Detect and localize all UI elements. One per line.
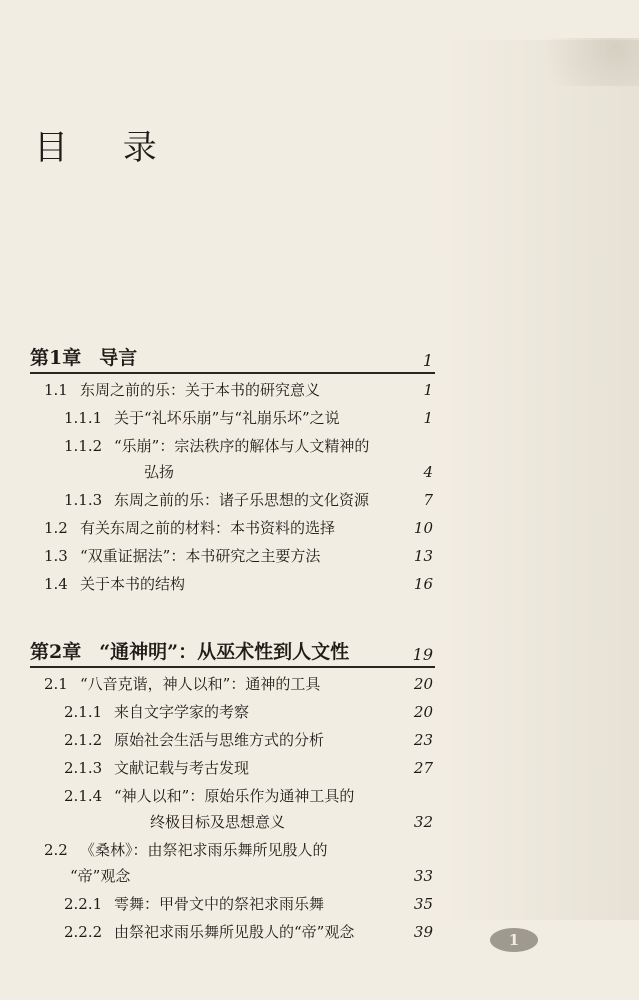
chapter-gap xyxy=(30,602,435,634)
entry-number: 2.1.4 xyxy=(64,787,103,805)
entry-page: 23 xyxy=(413,731,433,749)
entry-number: 2.2 xyxy=(44,841,68,859)
entry-number: 1.1.1 xyxy=(64,409,103,427)
entry-title: “神人以和”：原始乐作为通神工具的 xyxy=(114,787,355,805)
entry-title: “八音克谐，神人以和”：通神的工具 xyxy=(80,675,321,693)
entry-number: 2.1.3 xyxy=(64,759,103,777)
toc-entry xyxy=(30,894,435,922)
entry-page: 10 xyxy=(413,519,433,537)
entry-title-continued: “帝”观念 xyxy=(70,867,131,885)
chapter-title: 导言 xyxy=(99,347,138,369)
entry-page: 7 xyxy=(423,491,433,509)
chapter-number: 第1章 xyxy=(30,347,82,369)
entry-page: 20 xyxy=(413,703,433,721)
entry-page: 39 xyxy=(413,923,433,941)
chapter-number: 第2章 xyxy=(30,641,82,663)
entry-title: 东周之前的乐：诸子乐思想的文化资源 xyxy=(114,491,370,509)
chapter-title: “通神明”：从巫术性到人文性 xyxy=(99,641,350,663)
entry-page: 1 xyxy=(423,381,433,399)
page-number-badge: 1 xyxy=(490,928,538,952)
toc-entry xyxy=(30,574,435,602)
chapter-page: 1 xyxy=(422,351,433,370)
entry-title: 关于本书的结构 xyxy=(80,575,186,593)
entry-number: 2.1.1 xyxy=(64,703,103,721)
toc-entry xyxy=(30,436,435,490)
entry-page: 32 xyxy=(413,813,433,831)
toc-entry xyxy=(30,922,435,950)
table-of-contents xyxy=(30,340,435,950)
entry-page: 13 xyxy=(413,547,433,565)
toc-entry xyxy=(30,518,435,546)
entry-title-continued: 弘扬 xyxy=(144,463,175,481)
toc-entry xyxy=(30,408,435,436)
entry-title: 东周之前的乐：关于本书的研究意义 xyxy=(80,381,321,399)
toc-entry xyxy=(30,546,435,574)
entry-page: 4 xyxy=(423,463,433,481)
entry-page: 20 xyxy=(413,675,433,693)
page-title: 目 录 xyxy=(34,128,179,168)
chapter-heading xyxy=(30,634,435,668)
entry-title: 来自文字学家的考察 xyxy=(114,703,250,721)
entry-title: 文献记载与考古发现 xyxy=(114,759,250,777)
entry-number: 2.1 xyxy=(44,675,68,693)
entry-number: 1.4 xyxy=(44,575,68,593)
entry-number: 1.1.3 xyxy=(64,491,103,509)
entry-number: 1.1 xyxy=(44,381,68,399)
chapter-page: 19 xyxy=(412,645,433,664)
entry-number: 2.1.2 xyxy=(64,731,103,749)
bleed-through-shadow xyxy=(440,40,639,920)
toc-entry xyxy=(30,674,435,702)
entry-title-continued: 终极目标及思想意义 xyxy=(150,813,286,831)
entry-page: 33 xyxy=(413,867,433,885)
entry-number: 1.3 xyxy=(44,547,68,565)
chapter-label xyxy=(30,637,349,664)
chapter-label xyxy=(30,343,137,370)
entry-page: 16 xyxy=(413,575,433,593)
entry-page: 27 xyxy=(413,759,433,777)
chapter-heading xyxy=(30,340,435,374)
entry-number: 1.2 xyxy=(44,519,68,537)
toc-entry xyxy=(30,702,435,730)
entry-title: “乐崩”：宗法秩序的解体与人文精神的 xyxy=(114,437,370,455)
toc-entry xyxy=(30,490,435,518)
entry-page: 1 xyxy=(423,409,433,427)
toc-entry xyxy=(30,840,435,894)
entry-page: 35 xyxy=(413,895,433,913)
entry-number: 2.2.2 xyxy=(64,923,103,941)
entry-title: 《桑林》：由祭祀求雨乐舞所见殷人的 xyxy=(80,841,328,859)
entry-title: 雩舞：甲骨文中的祭祀求雨乐舞 xyxy=(114,895,325,913)
toc-entry xyxy=(30,786,435,840)
entry-title: 由祭祀求雨乐舞所见殷人的“帝”观念 xyxy=(114,923,355,941)
entry-title: 有关东周之前的材料：本书资料的选择 xyxy=(80,519,336,537)
entry-title: 关于“礼坏乐崩”与“礼崩乐坏”之说 xyxy=(114,409,340,427)
toc-entry xyxy=(30,380,435,408)
entry-number: 2.2.1 xyxy=(64,895,103,913)
toc-entry xyxy=(30,758,435,786)
toc-entry xyxy=(30,730,435,758)
entry-title: 原始社会生活与思维方式的分析 xyxy=(114,731,325,749)
entry-number: 1.1.2 xyxy=(64,437,103,455)
entry-title: “双重证据法”：本书研究之主要方法 xyxy=(80,547,321,565)
